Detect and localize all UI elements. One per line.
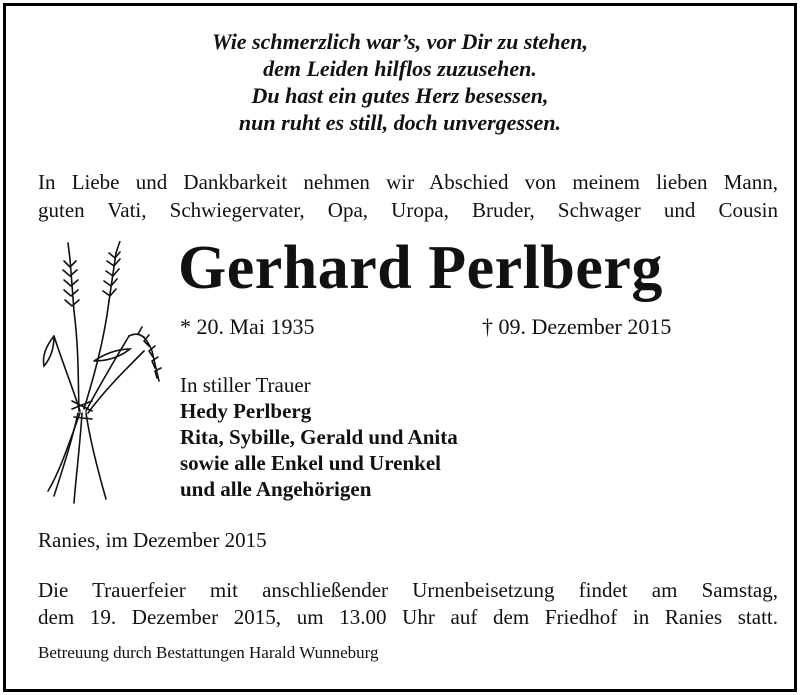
mourners-intro: In stiller Trauer	[180, 373, 311, 397]
wheat-bundle-icon	[34, 241, 174, 506]
obituary-notice	[3, 3, 797, 692]
service-line: dem 19. Dezember 2015, um 13.00 Uhr auf dem Friedhof in Ranies statt.	[38, 605, 778, 629]
mourner-line: und alle Angehörigen	[180, 477, 372, 501]
poem-line: Wie schmerzlich war’s, vor Dir zu stehen,	[211, 29, 589, 54]
poem	[6, 28, 794, 136]
mourner-line: sowie alle Enkel und Urenkel	[180, 451, 441, 475]
mourner-line: Rita, Sybille, Gerald und Anita	[180, 425, 458, 449]
service-info	[38, 577, 778, 631]
intro-line: guten Vati, Schwiegervater, Opa, Uropa, Bruder, Schwager und Cousin	[38, 198, 778, 222]
deceased-name: Gerhard Perlberg	[178, 234, 663, 302]
mourners-block	[180, 372, 458, 502]
death-date: † 09. Dezember 2015	[482, 314, 672, 339]
intro-text	[38, 168, 778, 224]
service-line: Die Trauerfeier mit anschließender Urnenbeisetzung findet am Samstag,	[38, 578, 778, 602]
funeral-home-credit: Betreuung durch Bestattungen Harald Wunneburg	[38, 643, 379, 662]
intro-line: In Liebe und Dankbarkeit nehmen wir Abschied von meinem lieben Mann,	[38, 170, 778, 194]
poem-line: nun ruht es still, doch unvergessen.	[238, 110, 562, 135]
mourner-line: Hedy Perlberg	[180, 399, 312, 423]
place-date: Ranies, im Dezember 2015	[38, 528, 267, 552]
birth-date: * 20. Mai 1935	[180, 314, 315, 339]
poem-line: dem Leiden hilflos zuzusehen.	[263, 56, 537, 81]
poem-line: Du hast ein gutes Herz besessen,	[251, 83, 549, 108]
